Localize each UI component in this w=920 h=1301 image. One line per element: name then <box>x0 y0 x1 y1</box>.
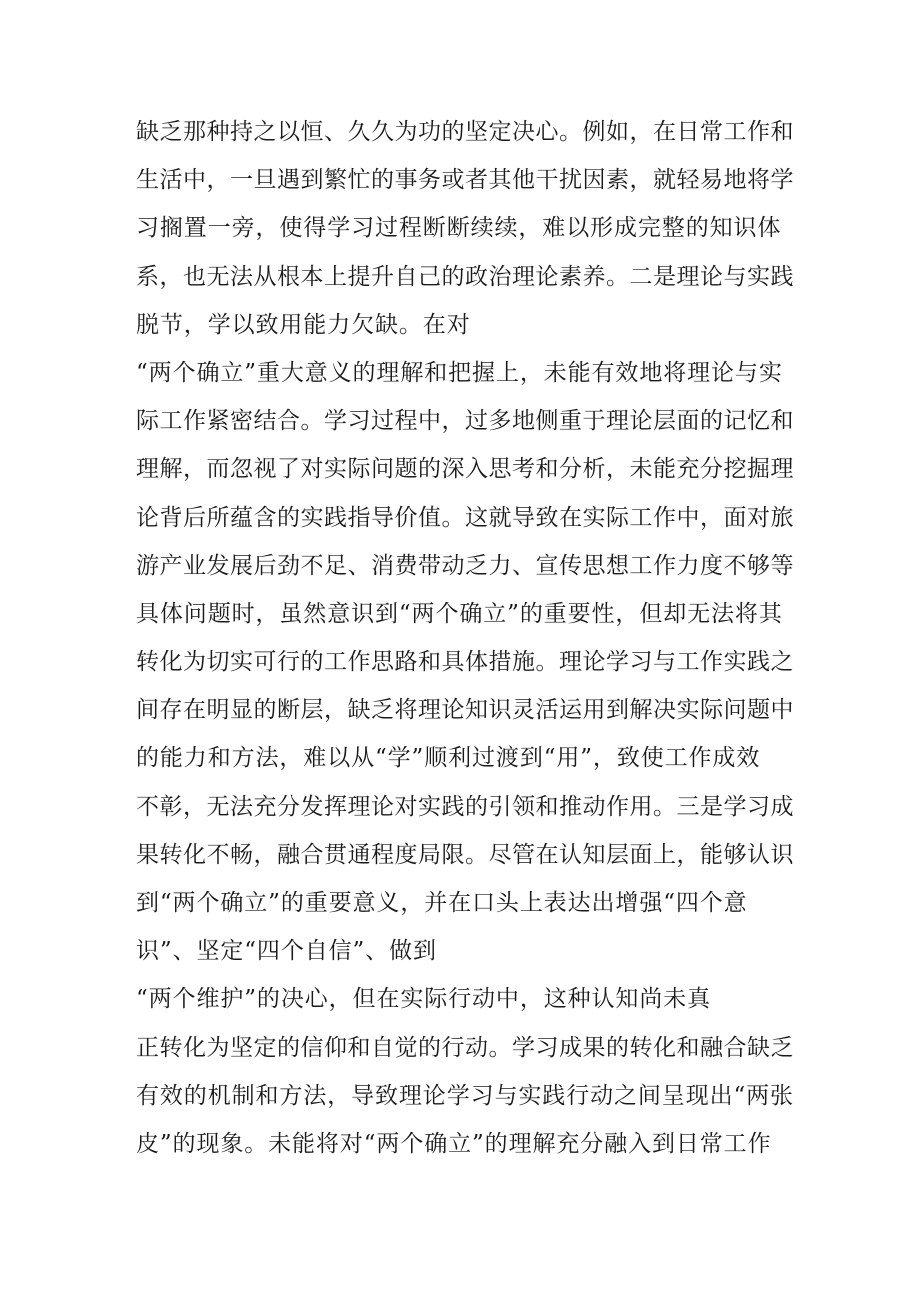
text-line: 不彰，无法充分发挥理论对实践的引领和推动作用。三是学习成 <box>136 793 794 820</box>
text-line: 缺乏那种持之以恒、久久为功的坚定决心。例如，在日常工作和 <box>136 119 794 145</box>
text-line: 习搁置一旁，使得学习过程断断续续，难以形成完整的知识体 <box>136 215 782 242</box>
text-line: 皮”的现象。未能将对“两个确立”的理解充分融入到日常工作 <box>136 1130 772 1157</box>
text-line: 的能力和方法，难以从“学”顺利过渡到“用”，致使工作成效 <box>136 745 761 772</box>
text-line: 际工作紧密结合。学习过程中，过多地侧重于理论层面的记忆和 <box>136 408 794 435</box>
text-line: 果转化不畅，融合贯通程度局限。尽管在认知层面上，能够认识 <box>136 841 794 868</box>
text-line: 有效的机制和方法，导致理论学习与实践行动之间呈现出“两张 <box>136 1082 794 1109</box>
text-line: “两个确立”重大意义的理解和把握上，未能有效地将理论与实 <box>136 359 783 386</box>
text-line: 系，也无法从根本上提升自己的政治理论素养。二是理论与实践 <box>136 263 794 290</box>
text-line: 生活中，一旦遇到繁忙的事务或者其他干扰因素，就轻易地将学 <box>136 167 794 194</box>
text-line: 理解，而忽视了对实际问题的深入思考和分析，未能充分挖掘理 <box>136 456 794 483</box>
text-line: “两个维护”的决心，但在实际行动中，这种认知尚未真 <box>136 986 712 1013</box>
text-line: 具体问题时，虽然意识到“两个确立”的重要性，但却无法将其 <box>136 600 783 627</box>
text-line: 转化为切实可行的工作思路和具体措施。理论学习与工作实践之 <box>136 649 794 676</box>
text-line: 游产业发展后劲不足、消费带动乏力、宣传思想工作力度不够等 <box>136 552 794 579</box>
text-line: 正转化为坚定的信仰和自觉的行动。学习成果的转化和融合缺乏 <box>136 1034 794 1061</box>
text-line: 脱节，学以致用能力欠缺。在对 <box>136 311 471 338</box>
text-line: 识”、坚定“四个自信”、做到 <box>136 938 437 965</box>
text-line: 论背后所蕴含的实践指导价值。这就导致在实际工作中，面对旅 <box>136 504 794 531</box>
text-line: 间存在明显的断层，缺乏将理论知识灵活运用到解决实际问题中 <box>136 697 794 724</box>
text-line: 到“两个确立”的重要意义，并在口头上表达出增强“四个意 <box>136 890 748 916</box>
body-text <box>136 108 796 1168</box>
